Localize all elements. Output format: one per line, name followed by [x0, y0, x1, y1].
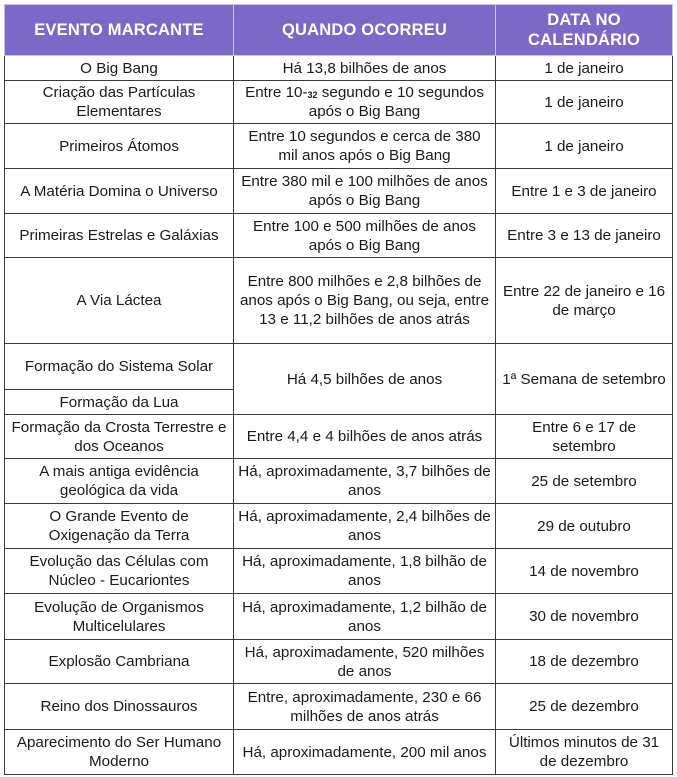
event-cell: Explosão Cambriana: [5, 640, 234, 684]
when-cell: Há, aproximadamente, 1,8 bilhão de anos: [234, 549, 496, 594]
when-cell: Há, aproximadamente, 520 milhões de anos: [234, 640, 496, 684]
event-cell: Evolução de Organismos Multicelulares: [5, 594, 234, 640]
event-cell: Primeiros Átomos: [5, 124, 234, 169]
date-cell: 25 de dezembro: [496, 684, 673, 730]
cosmic-calendar-table: [4, 4, 673, 775]
date-cell: Entre 22 de janeiro e 16 de março: [496, 258, 673, 344]
timeline-table-container: [4, 4, 673, 775]
table-row: [5, 730, 673, 775]
table-row: [5, 81, 673, 124]
event-cell: Evolução das Células com Núcleo - Eucariontes: [5, 549, 234, 594]
when-cell: Entre, aproximadamente, 230 e 66 milhões de anos atrás: [234, 684, 496, 730]
when-cell: Entre 10 segundos e cerca de 380 mil anos após o Big Bang: [234, 124, 496, 169]
table-row: [5, 214, 673, 258]
event-cell: A mais antiga evidência geológica da vida: [5, 459, 234, 504]
when-exponent: 32: [307, 90, 318, 100]
table-row: [5, 415, 673, 459]
event-cell: A Matéria Domina o Universo: [5, 169, 234, 214]
table-row: [5, 549, 673, 594]
date-cell: 1ª Semana de setembro: [496, 344, 673, 415]
table-row: [5, 258, 673, 344]
event-cell: Primeiras Estrelas e Galáxias: [5, 214, 234, 258]
when-cell: Entre 380 mil e 100 milhões de anos após o Big Bang: [234, 169, 496, 214]
date-cell: 1 de janeiro: [496, 56, 673, 81]
date-cell: 14 de novembro: [496, 549, 673, 594]
when-cell: Há, aproximadamente, 1,2 bilhão de anos: [234, 594, 496, 640]
event-cell: O Big Bang: [5, 56, 234, 81]
event-cell: Reino dos Dinossauros: [5, 684, 234, 730]
event-cell: Formação da Lua: [5, 390, 234, 415]
date-cell: 30 de novembro: [496, 594, 673, 640]
event-cell: A Via Láctea: [5, 258, 234, 344]
date-cell: 18 de dezembro: [496, 640, 673, 684]
table-row: [5, 169, 673, 214]
date-cell: 25 de setembro: [496, 459, 673, 504]
table-row: [5, 504, 673, 549]
date-cell: Últimos minutos de 31 de dezembro: [496, 730, 673, 775]
event-cell: Formação da Crosta Terrestre e dos Oceanos: [5, 415, 234, 459]
header-date: DATA NO CALENDÁRIO: [496, 5, 673, 56]
event-cell: Aparecimento do Ser Humano Moderno: [5, 730, 234, 775]
header-when: QUANDO OCORREU: [234, 5, 496, 56]
when-text-end: segundo e 10 segundos após o Big Bang: [308, 84, 484, 120]
table-row: [5, 56, 673, 81]
when-cell: [234, 81, 496, 124]
date-cell: 29 de outubro: [496, 504, 673, 549]
table-row: [5, 344, 673, 390]
table-row: [5, 459, 673, 504]
when-text-start: Entre 10-: [245, 84, 308, 101]
table-row: [5, 684, 673, 730]
when-cell: Há 13,8 bilhões de anos: [234, 56, 496, 81]
when-cell: Há 4,5 bilhões de anos: [234, 344, 496, 415]
when-cell: Há, aproximadamente, 3,7 bilhões de anos: [234, 459, 496, 504]
date-cell: Entre 3 e 13 de janeiro: [496, 214, 673, 258]
date-cell: Entre 1 e 3 de janeiro: [496, 169, 673, 214]
header-row: [5, 5, 673, 56]
date-cell: 1 de janeiro: [496, 81, 673, 124]
when-cell: Entre 4,4 e 4 bilhões de anos atrás: [234, 415, 496, 459]
date-cell: 1 de janeiro: [496, 124, 673, 169]
header-event: EVENTO MARCANTE: [5, 5, 234, 56]
table-row: [5, 640, 673, 684]
event-cell: O Grande Evento de Oxigenação da Terra: [5, 504, 234, 549]
table-row: [5, 124, 673, 169]
date-cell: Entre 6 e 17 de setembro: [496, 415, 673, 459]
event-cell: Criação das Partículas Elementares: [5, 81, 234, 124]
when-cell: Entre 800 milhões e 2,8 bilhões de anos após o Big Bang, ou seja, entre 13 e 11,2 bilhões de anos atrás: [234, 258, 496, 344]
when-cell: Entre 100 e 500 milhões de anos após o Big Bang: [234, 214, 496, 258]
table-row: [5, 594, 673, 640]
when-cell: Há, aproximadamente, 200 mil anos: [234, 730, 496, 775]
event-cell: Formação do Sistema Solar: [5, 344, 234, 390]
when-cell: Há, aproximadamente, 2,4 bilhões de anos: [234, 504, 496, 549]
